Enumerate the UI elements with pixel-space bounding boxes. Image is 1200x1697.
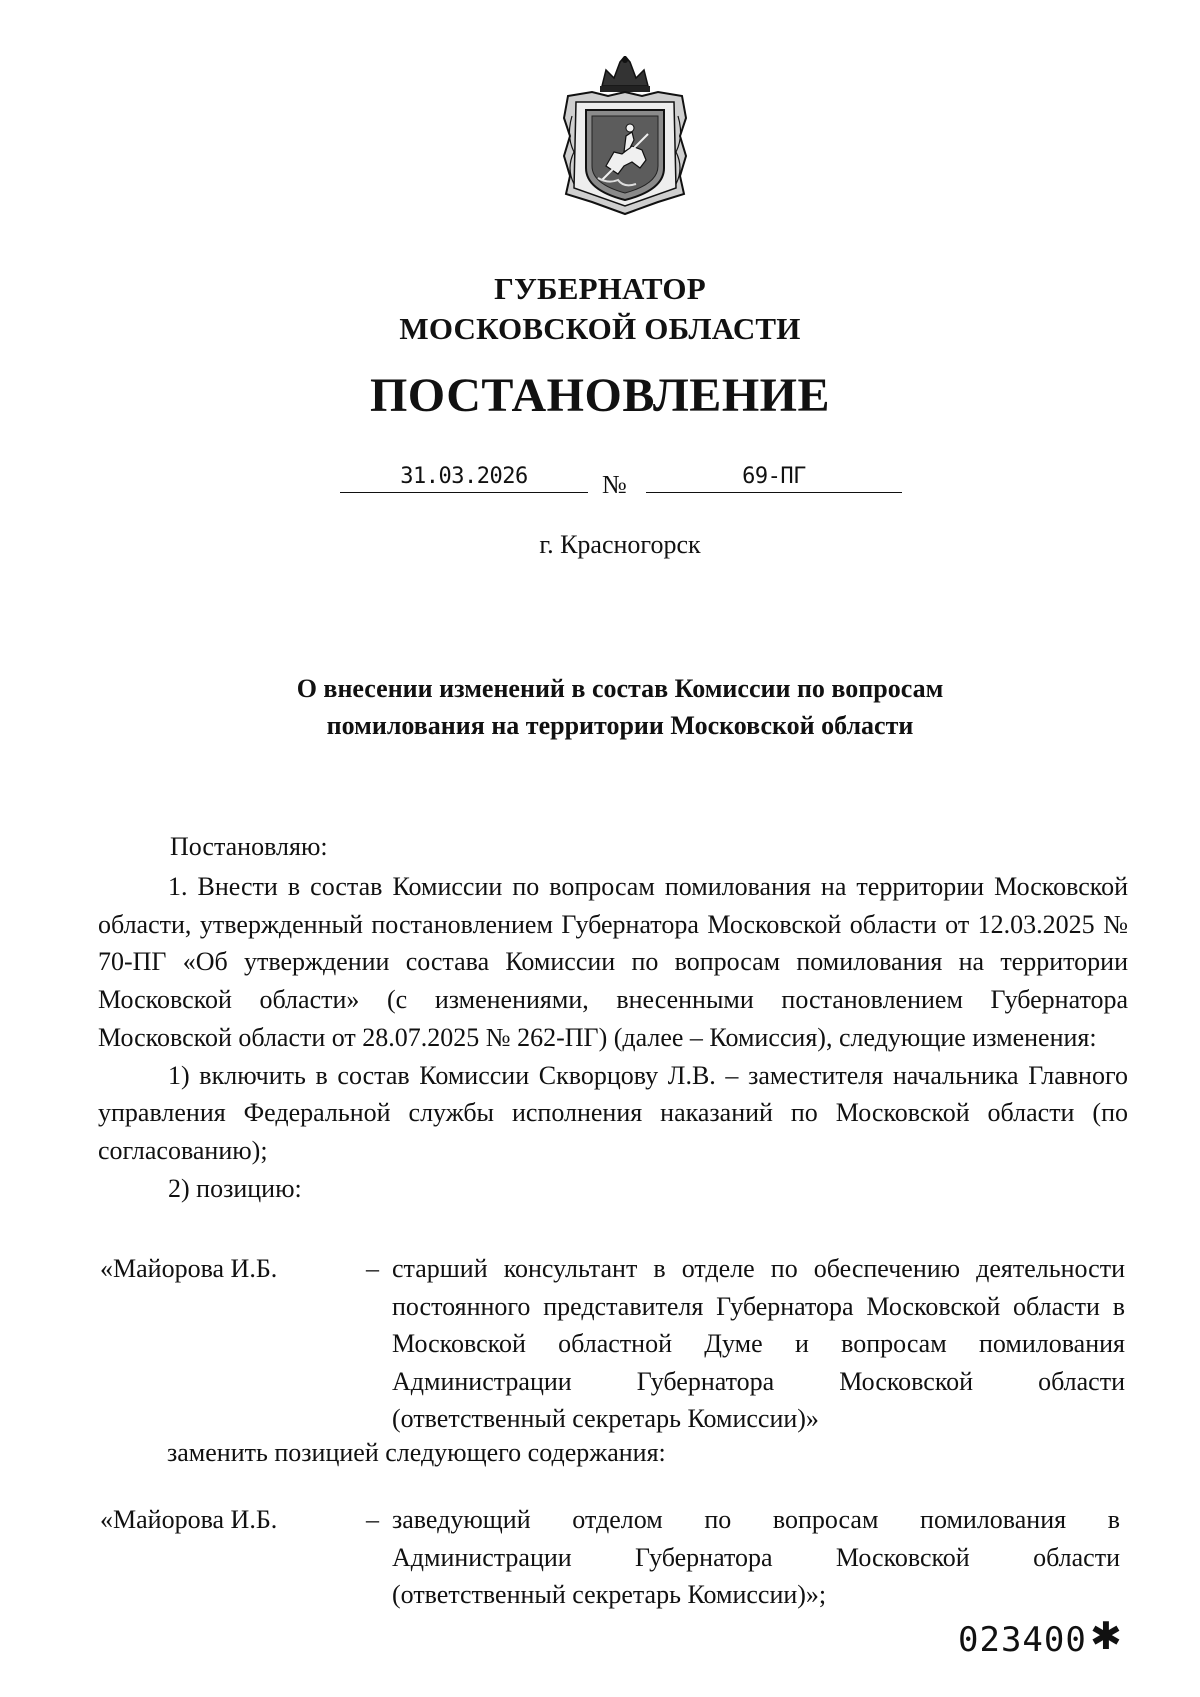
moscow-oblast-coat-of-arms-icon [562,56,688,216]
document-type-title: ПОСТАНОВЛЕНИЕ [369,369,831,422]
document-subject [230,670,1010,744]
new-position-description: заведующий отделом по вопросам помилования в Администрации Губернатора Московской области (ответственный секретарь Комиссии)»; [392,1505,1120,1609]
registration-number: 69-ПГ [646,462,902,493]
new-position-name: «Майорова И.Б. [100,1505,278,1534]
sub-item-2-paragraph: 2) позицию: [168,1173,302,1203]
old-position-name: «Майорова И.Б. [100,1254,278,1283]
item-1-paragraph: 1. Внести в состав Комиссии по вопросам помилования на территории Московской области, утвержденный постановлением Губернатора Московской области от 12.03.2025 № 70-ПГ «Об утверждении состава Комиссии по вопросам помилования на территории Московской области» (с изменениями, внесенными постановлением Губернатора Московской области от 28.07.2025 № 262-ПГ) (далее – Комиссия), следующие изменения: [98,872,1128,1052]
sub-item-1-paragraph: 1) включить в состав Комиссии Скворцову Л.В. – заместителя начальника Главного управления Федеральной службы исполнения наказаний по Московской области (по согласованию); [98,1060,1128,1165]
place-of-issue: г. Красногорск [539,530,701,559]
replace-instruction: заменить позицией следующего содержания: [167,1438,666,1467]
registration-date: 31.03.2026 [340,462,588,493]
subject-line-2: помилования на территории Московской области [326,711,914,740]
serial-number: 023400 [958,1620,1087,1660]
serial-star-mark: ✱ [1090,1614,1122,1658]
number-sign: № [602,470,627,499]
authority-line-2: МОСКОВСКОЙ ОБЛАСТИ [399,311,801,346]
authority-line-1: ГУБЕРНАТОР [494,271,706,306]
subject-line-1: О внесении изменений в состав Комиссии по вопросам [296,674,944,703]
old-position-dash: – [366,1254,379,1283]
main-clause-block [98,868,1128,1207]
decree-word: Постановляю: [170,832,328,861]
old-position-description: старший консультант в отделе по обеспечению деятельности постоянного представителя Губернатора Московской области в Московской областной Думе и вопросам помилования Администрации Губернатора Московской области (ответственный секретарь Комиссии)» [392,1254,1125,1433]
new-position-dash: – [366,1505,379,1534]
